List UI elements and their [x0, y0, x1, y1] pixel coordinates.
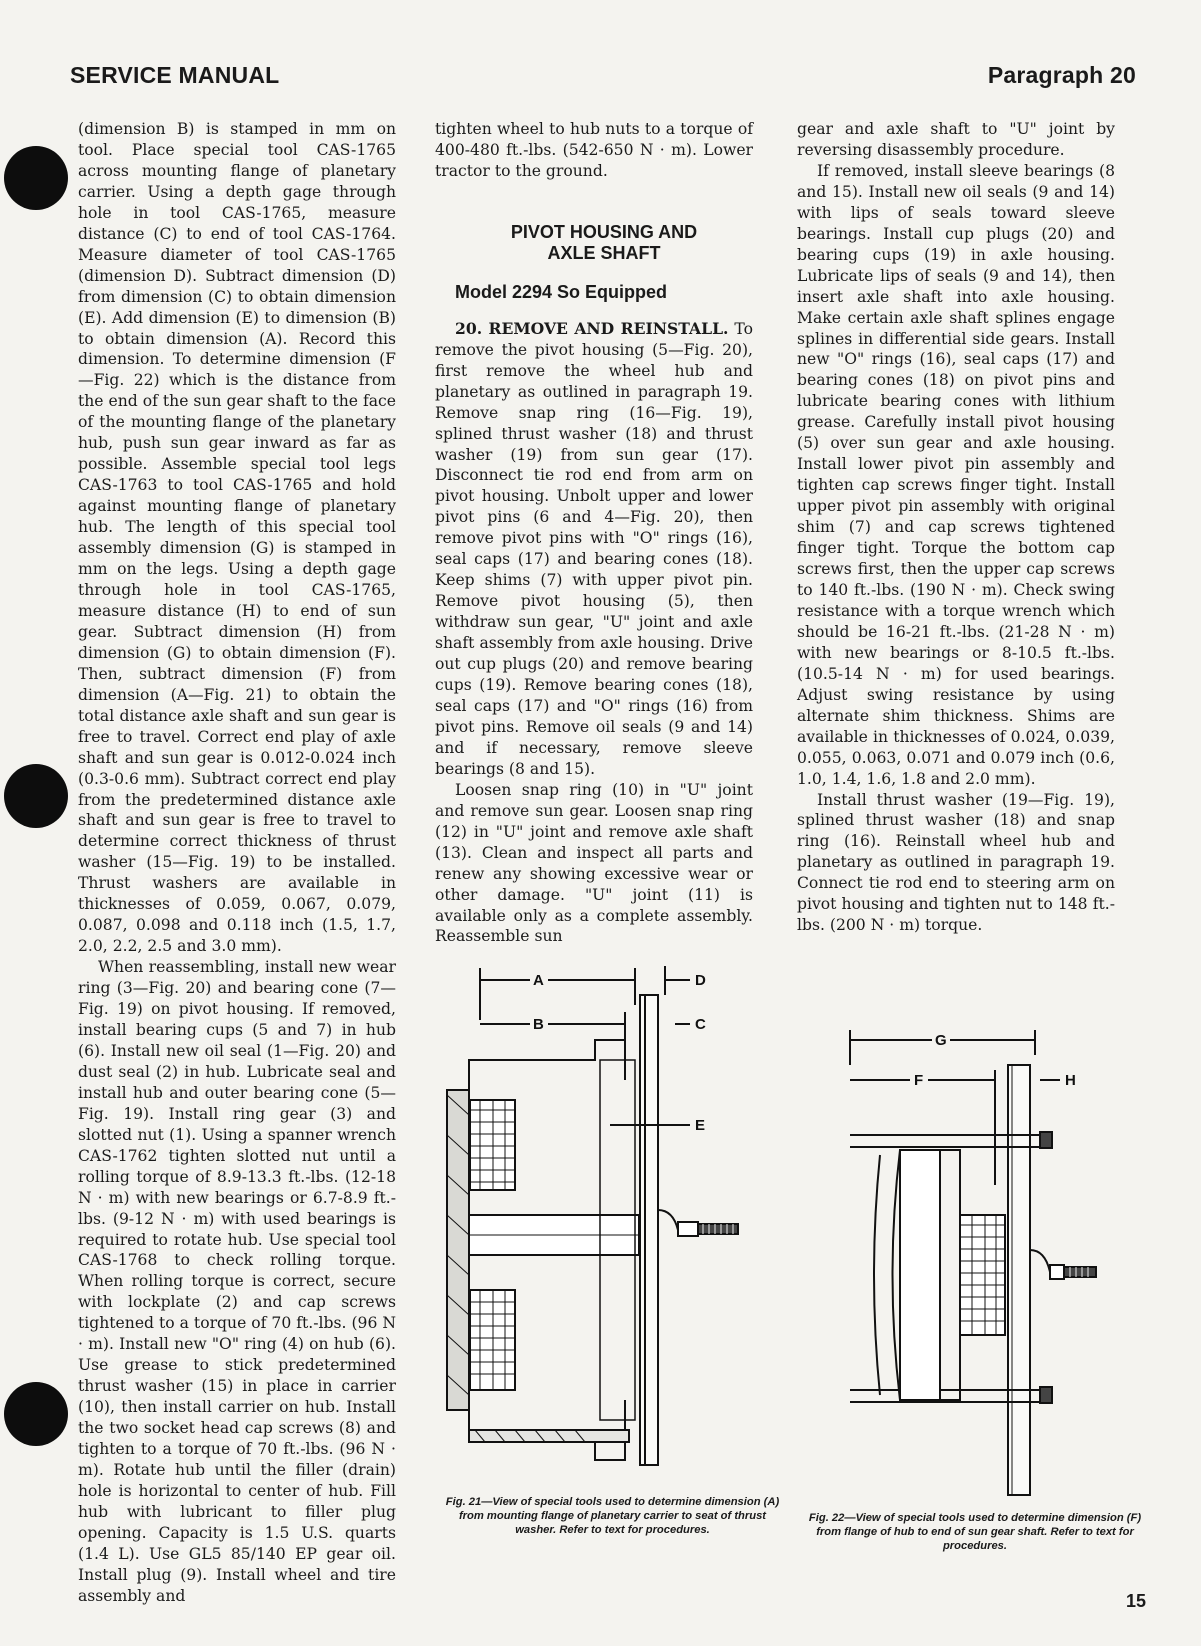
figure-22-diagram	[840, 1025, 1100, 1505]
label-dimension-a: A	[533, 972, 544, 989]
text-column-2	[435, 119, 753, 947]
label-dimension-c: C	[695, 1016, 706, 1033]
figure-21-diagram	[445, 960, 785, 1485]
section-heading-line-2: AXLE SHAFT	[547, 242, 661, 263]
figure-22-caption: Fig. 22—View of special tools used to determine dimension (F) from flange of hub to end of sun gear shaft. Refer to text for procedures.	[808, 1512, 1142, 1552]
paragraph: gear and axle shaft to "U" joint by reversing disassembly procedure.	[797, 120, 1115, 159]
paragraph: Install thrust washer (19—Fig. 19), splined thrust washer (18) and snap ring (16). Reinstall wheel hub and planetary as outlined in paragraph 19. Connect tie rod end to steering arm on pivot housing and tighten nut to 148 ft.-lbs. (200 N · m) torque.	[797, 790, 1115, 935]
label-dimension-f: F	[914, 1072, 924, 1089]
model-heading: Model 2294 So Equipped	[455, 281, 668, 302]
binder-hole-top	[4, 146, 68, 210]
text-column-3	[797, 119, 1115, 936]
paragraph-runin-heading: 20. REMOVE AND REINSTALL.	[455, 318, 729, 338]
paragraph	[435, 319, 753, 780]
figure-21-caption: Fig. 21—View of special tools used to determine dimension (A) from mounting flange of planetary carrier to seat of thrust washer. Refer to text for procedures.	[445, 1496, 780, 1536]
label-dimension-e: E	[695, 1117, 706, 1134]
label-dimension-b: B	[533, 1016, 544, 1033]
page-number: 15	[1125, 1591, 1146, 1611]
label-dimension-h: H	[1065, 1072, 1076, 1089]
running-header-right: Paragraph 20	[987, 62, 1136, 88]
binder-hole-bottom	[4, 1382, 68, 1446]
binder-hole-middle	[4, 764, 68, 828]
paragraph-body: To remove the pivot housing (5—Fig. 20), first remove the wheel hub and planetary as outlined in paragraph 19. Remove snap ring (16—Fig. 19), splined thrust washer (18) and thrust washer (19) from sun gear (17). Disconnect tie rod end from arm on pivot housing. Unbolt upper and lower pivot pins (6 and 4—Fig. 20), then remove pivot pins with "O" rings (16), seal caps (17) and bearing cones (18). Keep shims (7) with upper pivot pin. Remove pivot housing (5), then withdraw sun gear, "U" joint and axle shaft assembly from axle housing. Drive out cup plugs (20) and remove bearing cups (19). Remove bearing cones (18), seal caps (17) and "O" rings (16) from pivot pins. Remove oil seals (9 and 14) and if necessary, remove sleeve bearings (8 and 15).	[435, 319, 753, 778]
paragraph: When reassembling, install new wear ring (3—Fig. 20) and bearing cone (7—Fig. 19) on pivot housing. If removed, install bearing cups (5 and 7) in hub (6). Install new oil seal (1—Fig. 20) and dust seal (2) in hub. Lubricate seal and install hub and outer bearing cone (5—Fig. 19). Install ring gear (3) and slotted nut (1). Using a spanner wrench CAS-1762 tighten slotted nut until a rolling torque of 8.9-13.3 ft.-lbs. (12-18 N · m) with new bearings or 6.7-8.9 ft.-lbs. (9-12 N · m) with used bearings is required to rotate hub. Use special tool CAS-1768 to check rolling torque. When rolling torque is correct, secure with lockplate (2) and cap screws tightened to a torque of 70 ft.-lbs. (96 N · m). Install new "O" ring (4) on hub (6). Use grease to stick predetermined thrust washer (15) in place in carrier (10), then install carrier on hub. Install the two socket head cap screws (8) and tighten to a torque of 70 ft.-lbs. (96 N · m). Rotate hub until the filler (drain) hole is horizontal to center of hub. Fill hub with lubricant to filler plug opening. Capacity is 1.5 U.S. quarts (1.4 L). Use GL5 85/140 EP gear oil. Install plug (9). Install wheel and tire assembly and	[78, 958, 396, 1605]
paragraph: (dimension B) is stamped in mm on tool. Place special tool CAS-1765 across mounting flange of planetary carrier. Using a depth gage through hole in tool CAS-1765, measure distance (C) to end of tool CAS-1764. Measure diameter of tool CAS-1765 (dimension D). Subtract dimension (D) from dimension (C) to obtain dimension (E). Add dimension (E) to dimension (B) to obtain dimension (A). Record this dimension. To determine dimension (F—Fig. 22) which is the distance from the end of the sun gear shaft to the face of the mounting flange of the planetary hub, push sun gear inward as far as possible. Assemble special tool legs CAS-1763 to tool CAS-1765 and hold against mounting flange of planetary hub. The length of this special tool assembly dimension (G) is stamped in mm on the legs. Using a depth gage through hole in tool CAS-1765, measure distance (H) to end of sun gear. Subtract dimension (H) from dimension (G) to obtain dimension (F). Then, subtract dimension (F) from dimension (A—Fig. 21) to obtain the total distance axle shaft and sun gear is free to travel. Correct end play of axle shaft and sun gear is 0.012-0.024 inch (0.3-0.6 mm). Subtract correct end play from the predetermined distance axle shaft and sun gear is free to travel to determine correct thickness of thrust washer (15—Fig. 19) to be installed. Thrust washers are available in thicknesses of 0.059, 0.067, 0.079, 0.087, 0.098 and 0.118 inch (1.5, 1.7, 2.0, 2.2, 2.5 and 3.0 mm).	[78, 120, 396, 956]
label-dimension-d: D	[695, 972, 706, 989]
paragraph: tighten wheel to hub nuts to a torque of 400-480 ft.-lbs. (542-650 N · m). Lower tractor to the ground.	[435, 120, 753, 180]
paragraph: Loosen snap ring (10) in "U" joint and remove sun gear. Loosen snap ring (12) in "U" joint and remove axle shaft (13). Clean and inspect all parts and renew any showing excessive wear or other damage. "U" joint (11) is available only as a complete assembly. Reassemble sun	[435, 780, 753, 946]
label-dimension-g: G	[935, 1032, 947, 1049]
paragraph: If removed, install sleeve bearings (8 and 15). Install new oil seals (9 and 14) with lips of seals toward sleeve bearings. Install cup plugs (20) and bearing cups (19) in axle housing. Lubricate lips of seals (9 and 14), then insert axle shaft into axle housing. Make certain axle shaft splines engage splines in differential side gears. Install new "O" rings (16), seal caps (17) and bearing cones (18) on pivot pins and lubricate bearing cones with lithium grease. Carefully install pivot housing (5) over sun gear and axle housing. Install lower pivot pin assembly and tighten cap screws finger tight. Install upper pivot pin assembly with original shim (7) and cap screws tightened finger tight. Torque the bottom cap screws first, then the upper cap screws to 140 ft.-lbs. (190 N · m). Check swing resistance with a torque wrench which should be 16-21 ft.-lbs. (21-28 N · m) with new bearings or 8-10.5 ft.-lbs. (10.5-14 N · m) for used bearings. Adjust swing resistance by using alternate shim thickness. Shims are available in thicknesses of 0.024, 0.039, 0.055, 0.063, 0.071 and 0.079 inch (0.6, 1.0, 1.4, 1.6, 1.8 and 2.0 mm).	[797, 161, 1115, 788]
text-column-1	[78, 119, 396, 1607]
running-header-left: SERVICE MANUAL	[70, 62, 280, 88]
section-heading-line-1: PIVOT HOUSING AND	[510, 221, 698, 242]
